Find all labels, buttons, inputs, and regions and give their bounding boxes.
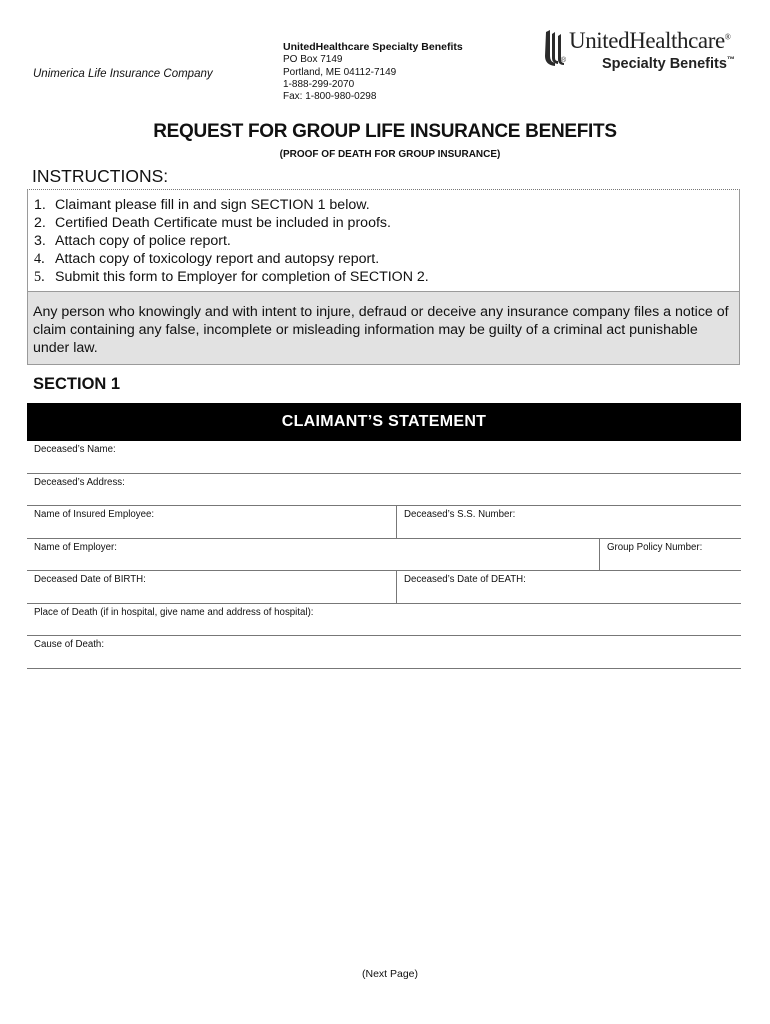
- ss-number-cell: [396, 506, 741, 538]
- form-row: [27, 506, 741, 539]
- address-title: UnitedHealthcare Specialty Benefits: [283, 41, 463, 53]
- next-page-note: (Next Page): [361, 968, 419, 980]
- employer-label: Name of Employer:: [34, 541, 117, 553]
- death-date-cell: [396, 571, 741, 603]
- company-name: Unimerica Life Insurance Company: [33, 68, 213, 80]
- instructions-list: [34, 196, 429, 286]
- employer-cell: [27, 539, 599, 571]
- form-subtitle: (PROOF OF DEATH FOR GROUP INSURANCE): [279, 149, 501, 160]
- deceased-name-field[interactable]: [27, 457, 741, 471]
- insured-employee-cell: [27, 506, 396, 538]
- logo-wordmark: UnitedHealthcare®: [569, 28, 731, 53]
- place-of-death-label: Place of Death (if in hospital, give name and address of hospital):: [34, 606, 314, 618]
- cause-of-death-label: Cause of Death:: [34, 639, 105, 650]
- deceased-address-label: Deceased’s Address:: [34, 476, 125, 488]
- form-row: [27, 441, 741, 474]
- phone-line: 1-888-299-2070: [283, 78, 355, 90]
- form-title: REQUEST FOR GROUP LIFE INSURANCE BENEFITS: [153, 121, 617, 142]
- claimant-form: [27, 441, 741, 669]
- birth-date-field[interactable]: [27, 587, 396, 601]
- form-row: [27, 539, 741, 572]
- address-line: Portland, ME 04112-7149: [283, 66, 397, 78]
- form-row: [27, 636, 741, 669]
- logo-subtitle: Specialty Benefits™: [602, 55, 735, 72]
- section-heading: SECTION 1: [33, 375, 121, 393]
- fraud-warning: Any person who knowingly and with intent to injure, defraud or deceive any insurance company files a notice of claim containing any false, incomplete or misleading information may be guilty of a criminal act punishable under law.: [28, 291, 739, 364]
- list-item: 4. Attach copy of toxicology report and autopsy report.: [34, 251, 380, 267]
- form-row: [27, 474, 741, 507]
- deceased-address-cell: [27, 474, 741, 506]
- place-of-death-cell: [27, 604, 741, 636]
- form-row: [27, 571, 741, 604]
- mailing-address: [283, 41, 463, 103]
- claimant-statement-banner: CLAIMANT’S STATEMENT: [27, 403, 741, 441]
- form-row: [27, 604, 741, 637]
- group-policy-cell: [599, 539, 741, 571]
- instructions-heading: INSTRUCTIONS:: [32, 166, 169, 186]
- address-line: PO Box 7149: [283, 54, 343, 66]
- group-policy-label: Group Policy Number:: [607, 541, 703, 553]
- place-of-death-field[interactable]: [27, 619, 741, 633]
- list-item: 1. Claimant please fill in and sign SECTION 1 below.: [34, 197, 370, 213]
- cause-of-death-field[interactable]: [27, 652, 741, 666]
- unitedhealthcare-logo: [543, 28, 743, 74]
- deceased-name-cell: [27, 441, 741, 473]
- deceased-name-label: Deceased’s Name:: [34, 444, 116, 455]
- ss-number-label: Deceased’s S.S. Number:: [404, 509, 516, 520]
- death-date-label: Deceased’s Date of DEATH:: [404, 574, 526, 585]
- insured-employee-field[interactable]: [27, 522, 396, 536]
- group-policy-field[interactable]: [600, 554, 741, 568]
- birth-date-cell: [27, 571, 396, 603]
- list-item: 2. Certified Death Certificate must be included in proofs.: [34, 215, 391, 231]
- ss-number-field[interactable]: [397, 522, 741, 536]
- death-date-field[interactable]: [397, 587, 741, 601]
- birth-date-label: Deceased Date of BIRTH:: [34, 574, 146, 585]
- list-item: 5. Submit this form to Employer for completion of SECTION 2.: [34, 269, 429, 285]
- registered-mark-icon: ®: [561, 57, 567, 64]
- list-item: 3. Attach copy of police report.: [34, 233, 231, 249]
- employer-field[interactable]: [27, 554, 599, 568]
- cause-of-death-cell: [27, 636, 741, 668]
- deceased-address-field[interactable]: [27, 489, 741, 503]
- insured-employee-label: Name of Insured Employee:: [34, 509, 155, 520]
- fax-line: Fax: 1-800-980-0298: [283, 91, 377, 103]
